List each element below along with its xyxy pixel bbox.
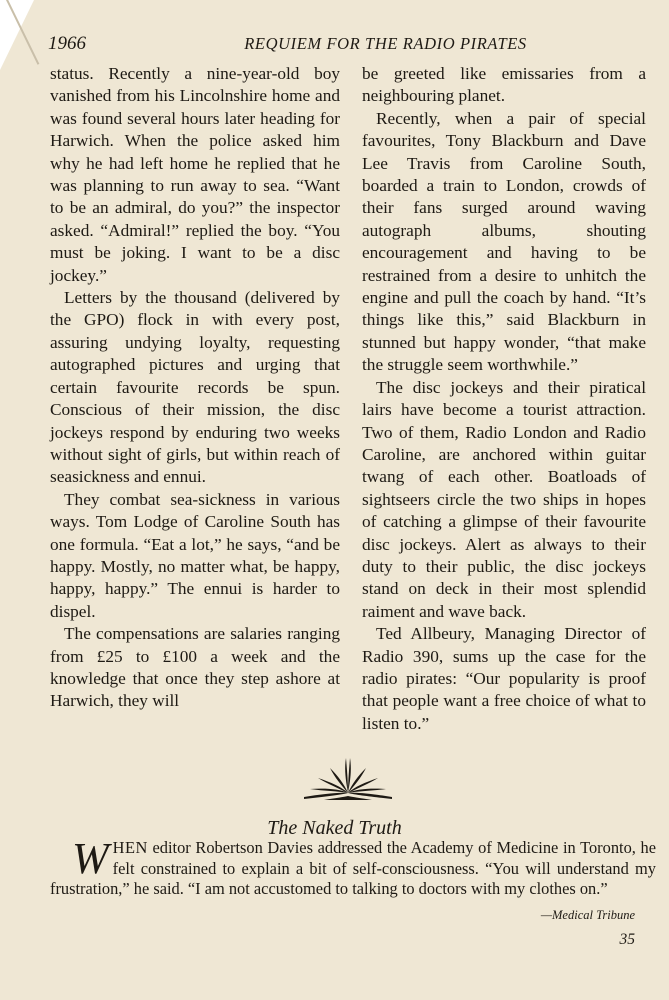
lead-word: HEN <box>112 838 148 857</box>
anecdote-title: The Naked Truth <box>267 817 402 839</box>
left-column <box>50 63 340 713</box>
left-paragraph: The compensations are salaries ranging from £25 to £100 a week and the knowledge that once they step ashore at Harwich, they will <box>50 624 340 711</box>
anecdote-body <box>50 834 656 900</box>
right-paragraph: be greeted like emissaries from a neighbouring planet. <box>362 64 646 106</box>
right-paragraph: Ted Allbeury, Managing Director of Radio 390, sums up the case for the radio pirates: “Our popularity is proof that people want a free choice of what to listen to.” <box>362 624 646 733</box>
running-head-year: 1966 <box>48 33 86 54</box>
anecdote-text: editor Robertson Davies addressed the Academy of Medicine in Toronto, he felt constrained to explain a bit of self-consciousness. “You will understand my frustration,” he said. “I am not accustomed to talking to doctors with my clothes on.” <box>50 838 656 899</box>
page-number: 35 <box>619 931 635 948</box>
anecdote-source: —Medical Tribune <box>540 908 635 922</box>
running-head <box>48 33 619 57</box>
leaf-spray-icon <box>300 756 396 800</box>
left-paragraph: They combat sea-sickness in various ways. Tom Lodge of Caroline South has one formula. “Eat a lot,” he says, “and be happy. Mostly, no matter what, be happy, happy, happy.” The ennui is harder to dispel. <box>50 489 340 621</box>
left-paragraph: Letters by the thousand (delivered by the GPO) flock in with every post, assuring undying loyalty, requesting autographed pictures and urging that certain favourite records be spun. Conscious of their mission, the disc jockeys respond by enduring two weeks without sight of girls, but within reach of seasickness and ennui. <box>50 288 340 487</box>
right-column <box>362 63 646 735</box>
left-paragraph: status. Recently a nine-year-old boy vanished from his Lincolnshire home and was found several hours later heading for Harwich. When the police asked him why he had left home he replied that he was planning to run away to sea. “Want to be an admiral, do you?” the inspector asked. “Admiral!” replied the boy. “You must be joking. I want to be a disc jockey.” <box>50 64 340 285</box>
right-paragraph: The disc jockeys and their piratical lairs have become a tourist attraction. Two of them, Radio London and Radio Caroline, are anchored within guitar twang of each other. Boatloads of sightseers circle the two ships in hopes of catching a glimpse of their favourite disc jockeys. Alert as always to their duty to their public, the disc jockeys stand on deck in their most splendid raiment and wave back. <box>362 377 646 621</box>
folded-corner <box>0 0 34 70</box>
running-head-title: REQUIEM FOR THE RADIO PIRATES <box>244 34 527 53</box>
right-paragraph: Recently, when a pair of special favourites, Tony Blackburn and Dave Lee Travis from Caroline South, boarded a train to London, crowds of their fans surged around waving autograph albums, shouting encouragement and having to be restrained from a desire to unhitch the engine and pull the coach by hand. “It’s things like this,” said Blackburn in stunned but happy wonder, “that make the struggle seem worthwhile.” <box>362 108 646 375</box>
drop-cap: W <box>72 834 109 883</box>
